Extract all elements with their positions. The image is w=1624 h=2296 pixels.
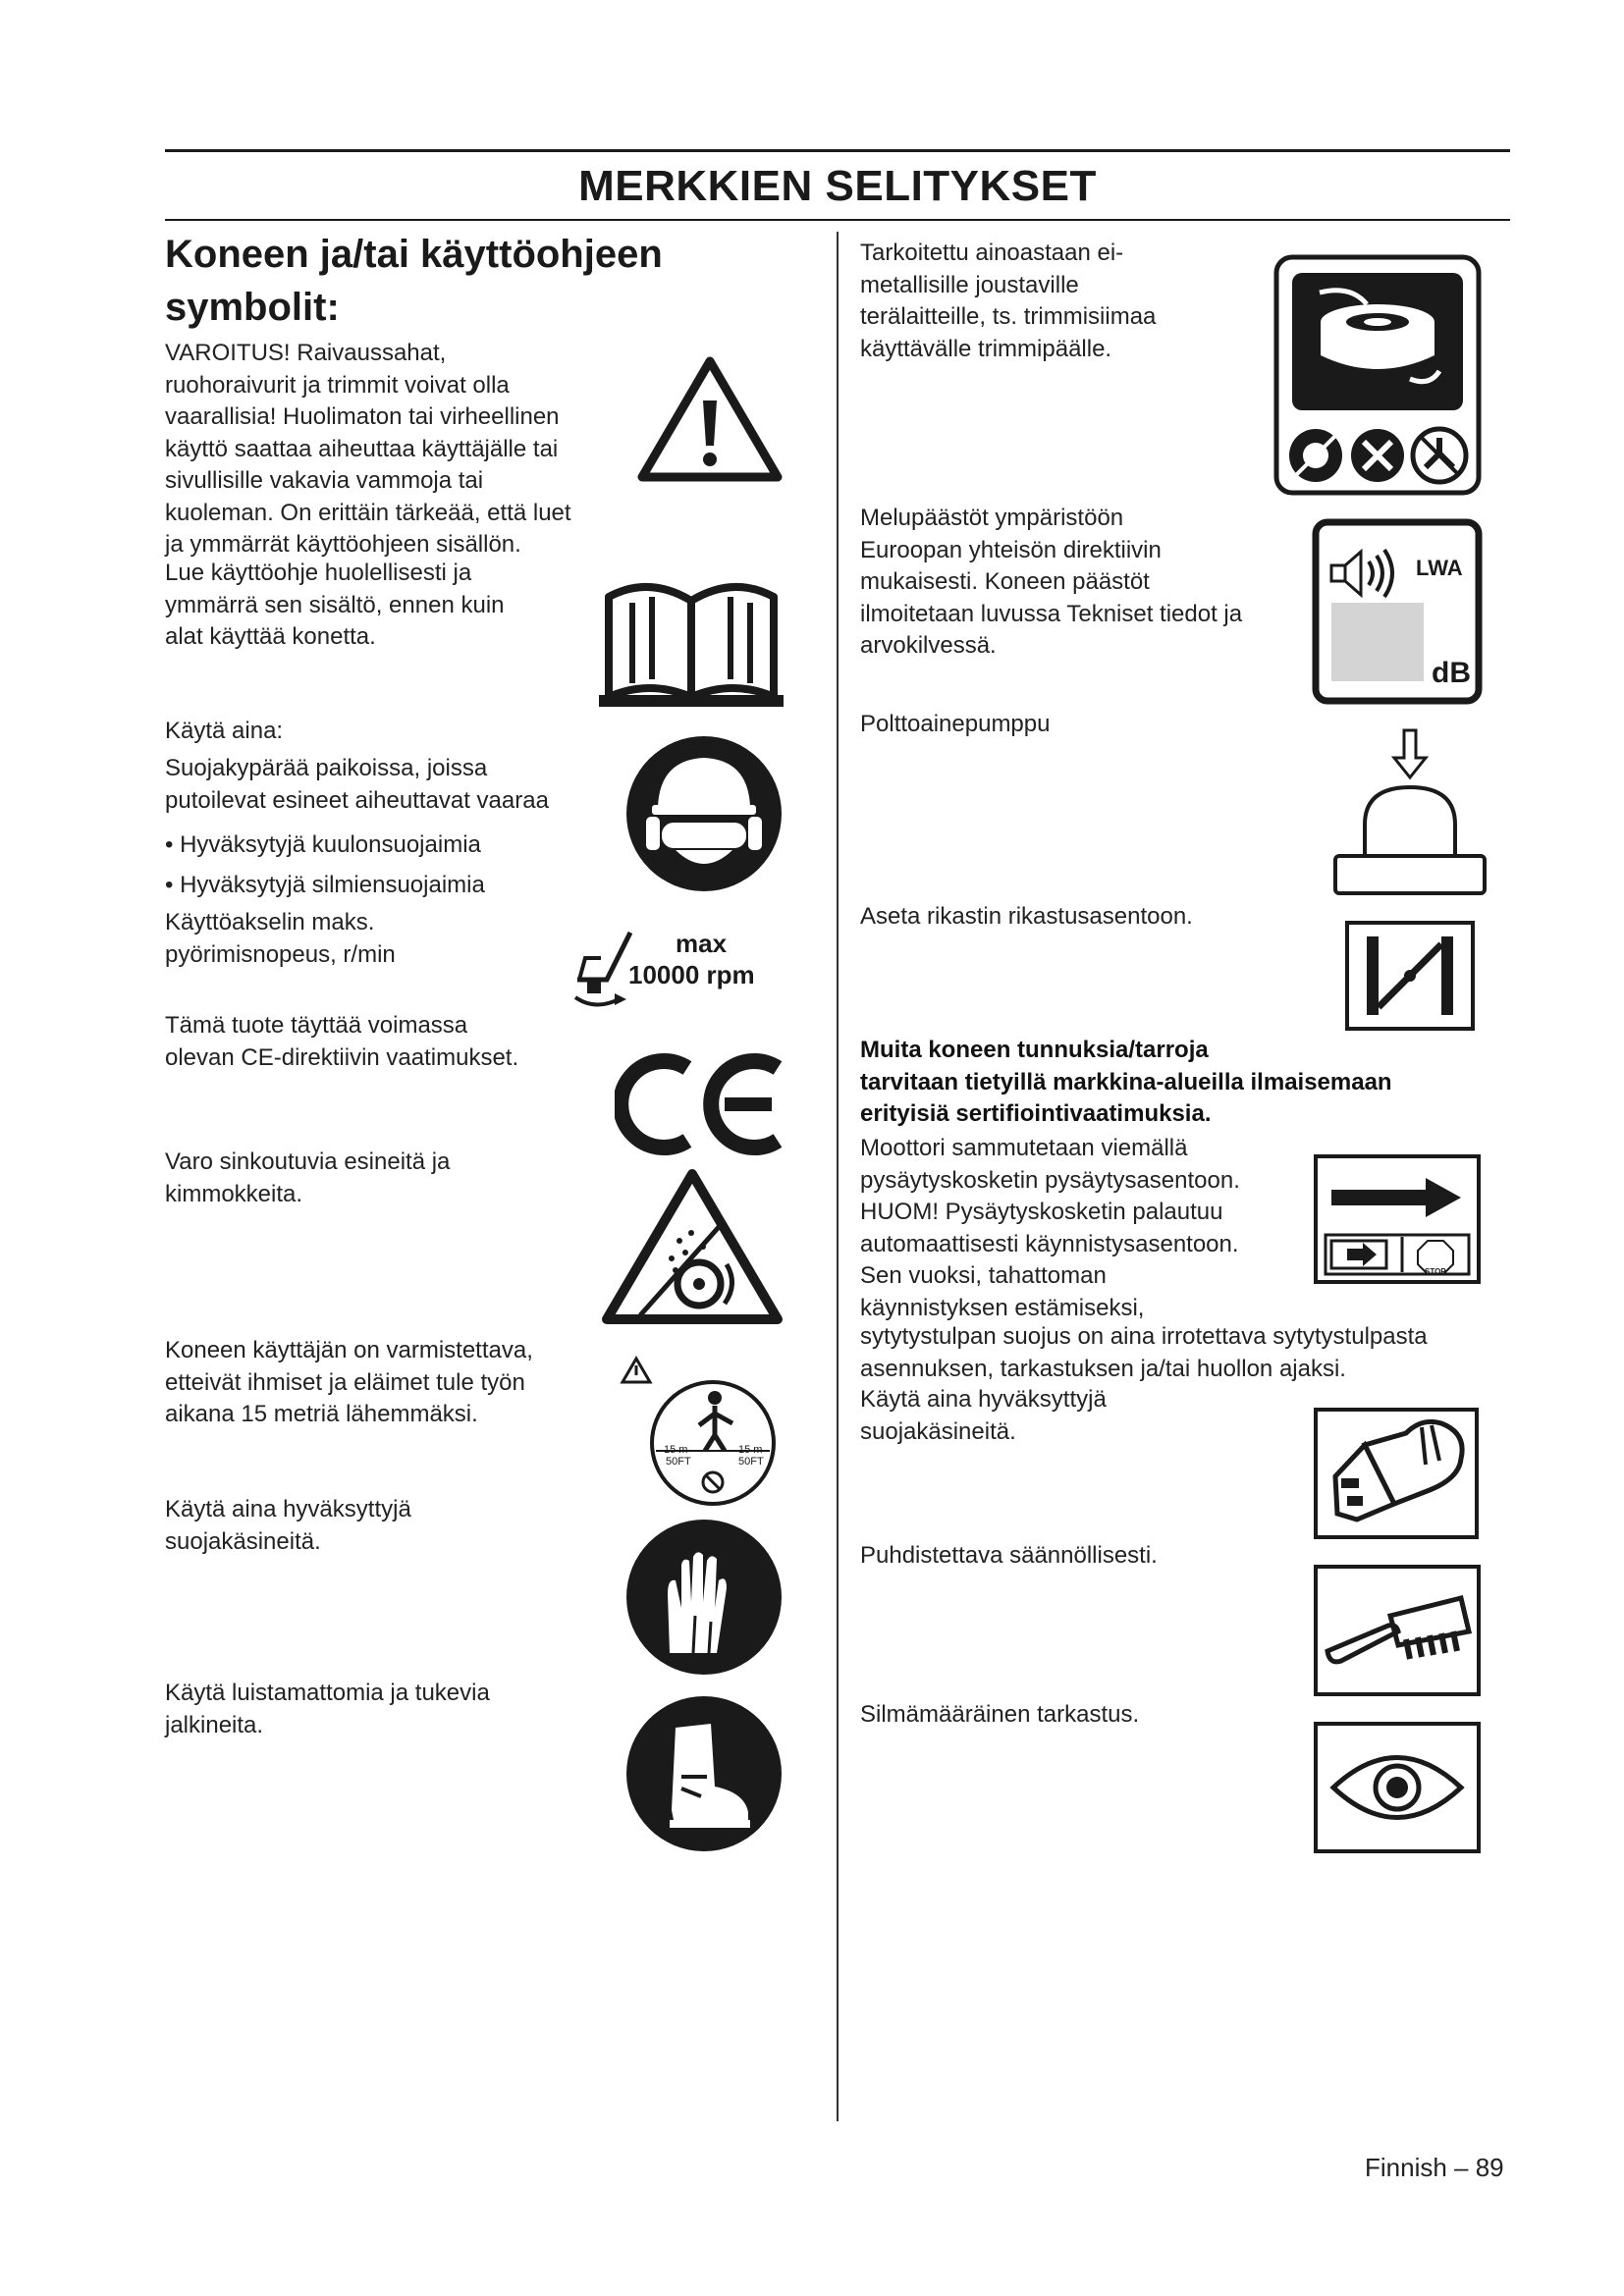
trimmer-head-text: Tarkoitettu ainoastaan ei- metallisille joustaville terälaitteille, ts. trimmisiimaa käyttävälle trimmipäälle. [860,240,1157,362]
column-divider [837,232,839,2121]
stop-switch-text-continued: sytytystulpan suojus on aina irrotettava sytytystulpasta asennuksen, tarkastuksen ja/tai huollon ajaksi. [860,1323,1428,1382]
choke-text: Aseta rikastin rikastusasentoon. [860,903,1193,930]
boots-text: Käytä luistamattomia ja tukevia jalkineita. [165,1680,490,1738]
distance-icon-meters-left: 15 m [664,1444,688,1456]
gloves-icon [1312,1406,1481,1541]
protective-gloves-icon [624,1518,784,1677]
warning-triangle-icon [636,355,784,483]
header-rule-bottom [165,219,1510,221]
thrown-objects-text: Varo sinkoutuvia esineitä ja kimmokkeita. [165,1148,451,1207]
choke-icon [1343,919,1477,1033]
fuel-pump-text: Polttoainepumppu [860,711,1051,737]
section-heading: Koneen ja/tai käyttöohjeen symbolit: [165,233,663,329]
max-speed-text: Käyttöakselin maks. pyörimisnopeus, r/min [165,909,396,968]
ce-mark-icon [615,1050,784,1158]
protective-boots-icon [624,1694,784,1853]
stop-switch-text: Moottori sammutetaan viemällä pysäytyskosketin pysäytysasentoon. HUOM! Pysäytyskosketin palautuu automaattisesti käynnistysasentoon. Sen vuoksi, tahattoman käynnistyksen estämiseksi, [860,1135,1240,1321]
noise-icon-db-label: dB [1432,657,1471,689]
trimmer-head-only-icon [1272,253,1483,497]
cleaning-brush-icon [1312,1563,1483,1698]
header-rule-top [165,149,1510,152]
head-protection-icon [624,734,784,893]
safety-distance-icon [617,1353,789,1510]
bullet-eye-protection: • Hyväksytyjä silmiensuojaimia [165,872,485,898]
page-title: MERKKIEN SELITYKSET [578,162,1097,210]
fuel-pump-primer-icon [1331,726,1489,897]
warning-text: VAROITUS! Raivaussahat, ruohoraivurit ja trimmit voivat olla vaarallisia! Huolimaton tai virheellinen käyttö saattaa aiheuttaa käyttäjälle tai sivullisille vakavia vammoja tai kuoleman. On erittäin tärkeää, että luet ja ymmärrät käyttöohjeen sisällön. [165,340,571,558]
ce-text: Tämä tuote täyttää voimassa olevan CE-direktiivin vaatimukset. [165,1012,519,1071]
bullet-hearing-protection: • Hyväksytyjä kuulonsuojaimia [165,831,481,858]
spindle-speed-icon [571,923,636,1011]
noise-icon-lwa-label: LWA [1416,556,1463,580]
other-symbols-heading: Muita koneen tunnuksia/tarroja tarvitaan tietyillä markkina-alueilla ilmaisemaan erityisiä sertifiointivaatimuksia. [860,1037,1392,1127]
gloves-text-left: Käytä aina hyväksyttyjä suojakäsineitä. [165,1496,411,1555]
distance-icon-feet-left: 50FT [666,1456,691,1468]
read-manual-book-icon [595,573,787,711]
page-footer: Finnish – 89 [1365,2153,1504,2182]
helmet-text: Suojakypärää paikoissa, joissa putoilevat esineet aiheuttavat vaaraa [165,755,549,814]
thrown-objects-warning-icon [601,1168,784,1325]
read-manual-text: Lue käyttöohje huolellisesti ja ymmärrä sen sisältö, ennen kuin alat käyttää konetta. [165,560,505,650]
safety-distance-text: Koneen käyttäjän on varmistettava, etteivät ihmiset ja eläimet tule työn aikana 15 metriä lähemmäksi. [165,1337,533,1427]
noise-emission-text: Melupäästöt ympäristöön Euroopan yhteisön direktiivin mukaisesti. Koneen päästöt ilmoitetaan luvussa Tekniset tiedot ja arvokilvessä. [860,505,1243,659]
gloves-text-right: Käytä aina hyväksyttyjä suojakäsineitä. [860,1386,1107,1445]
max-speed-icon-rpm-label: 10000 rpm [628,960,755,989]
visual-inspection-eye-icon [1312,1720,1483,1855]
always-use-label: Käytä aina: [165,718,284,744]
distance-icon-meters-right: 15 m [738,1444,763,1456]
stop-switch-icon [1312,1152,1483,1286]
max-speed-icon-max-label: max [676,929,728,958]
distance-icon-feet-right: 50FT [738,1456,764,1468]
clean-text: Puhdistettava säännöllisesti. [860,1542,1158,1569]
visual-inspection-text: Silmämääräinen tarkastus. [860,1701,1140,1728]
stop-icon-label: STOP [1425,1267,1446,1276]
